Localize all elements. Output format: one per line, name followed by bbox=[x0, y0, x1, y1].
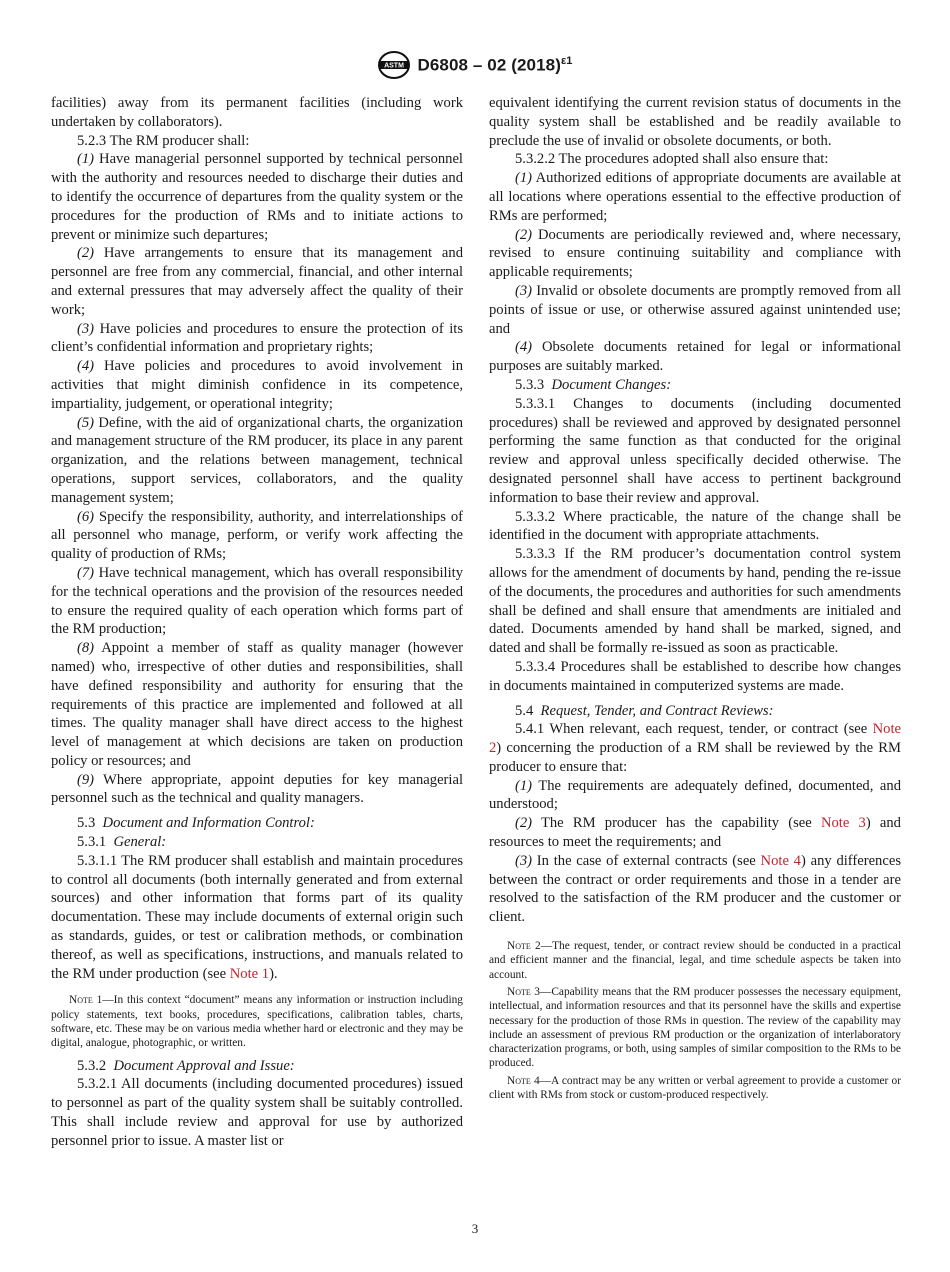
note-label: Note bbox=[69, 994, 93, 1007]
list-item bbox=[51, 150, 463, 244]
item-text: ) and resources to meet the requirements; and bbox=[489, 815, 901, 851]
note-1 bbox=[51, 993, 463, 1050]
item-text: Define, with the aid of organizational charts, the organization and management structure of the RM producer, its place in any parent organization, and the relations between management, technical operations, support services, collaborators, and the quality management system; bbox=[51, 414, 463, 506]
list-item bbox=[51, 508, 463, 564]
item-number: (3) bbox=[515, 282, 533, 299]
item-text: Authorized editions of appropriate documents are available at all locations where operations essential to the effective production of RMs are performed; bbox=[489, 170, 901, 224]
note-label: Note bbox=[507, 985, 531, 998]
list-item bbox=[489, 282, 901, 338]
list-item bbox=[489, 169, 901, 225]
note-2-link[interactable]: Note 2 bbox=[489, 721, 901, 757]
list-item bbox=[489, 852, 901, 927]
section-title: Request, Tender, and Contract Reviews: bbox=[540, 702, 774, 719]
section-number: 5.3.1 bbox=[77, 834, 107, 851]
item-number: (4) bbox=[515, 339, 533, 356]
list-item bbox=[489, 814, 901, 852]
section-title: Document Approval and Issue: bbox=[113, 1057, 295, 1074]
item-number: (2) bbox=[77, 245, 95, 262]
item-text: Appoint a member of staff as quality manager (however named) who, irrespective of other duties and responsibilities, shall have defined responsibility and authority for ensuring that the requirements of this practice are implemented and followed at all times. The quality manager shall have direct access to the highest level of management at which decisions are taken on production policy or resources; and bbox=[51, 640, 463, 769]
item-number: (8) bbox=[77, 640, 95, 657]
item-text: ) any differences between the contract or order requirements and those in a tender are resolved to the satisfaction of the RM producer and the customer or client. bbox=[489, 852, 901, 926]
paragraph-text: ). bbox=[269, 965, 278, 982]
item-number: (4) bbox=[77, 358, 95, 375]
item-text: In the case of external contracts (see bbox=[532, 852, 761, 869]
list-item bbox=[51, 320, 463, 358]
list-item bbox=[51, 414, 463, 508]
item-text: Have policies and procedures to ensure the protection of its client’s confidential information and proprietary rights; bbox=[51, 320, 463, 356]
left-column bbox=[51, 94, 463, 1151]
paragraph-text: 5.4.1 When relevant, each request, tender, or contract (see bbox=[515, 721, 873, 738]
section-heading bbox=[51, 1057, 463, 1076]
section-number: 5.3.3 bbox=[515, 376, 545, 393]
section-title: Document and Information Control: bbox=[102, 815, 315, 832]
section-number: 5.4 bbox=[515, 702, 534, 719]
section-5-3-1-1 bbox=[51, 852, 463, 984]
item-text: Have arrangements to ensure that its management and personnel are free from any commercial, financial, and other internal and external pressures that may adversely affect the quality of their work; bbox=[51, 245, 463, 318]
note-4 bbox=[489, 1074, 901, 1103]
designation-superscript: ε1 bbox=[560, 54, 573, 67]
note-text: 4—A contract may be any written or verbal agreement to provide a customer or client with RMs from stock or custom-produced respectively. bbox=[489, 1074, 901, 1102]
item-text: Where appropriate, appoint deputies for key managerial personnel such as the technical and quality managers. bbox=[51, 771, 463, 807]
item-number: (3) bbox=[77, 320, 95, 337]
note-text: 2—The request, tender, or contract review should be conducted in a practical and efficient manner and the financial, legal, and time schedule aspects be taken into account. bbox=[489, 940, 901, 981]
item-number: (3) bbox=[515, 852, 533, 869]
item-number: (2) bbox=[515, 815, 533, 832]
list-item bbox=[489, 226, 901, 282]
list-item bbox=[51, 244, 463, 319]
section-5-3-3-4: 5.3.3.4 Procedures shall be established to describe how changes in documents maintained in computerized systems are made. bbox=[489, 658, 901, 694]
item-text: The requirements are adequately defined, documented, and understood; bbox=[489, 777, 901, 813]
item-text: Have policies and procedures to avoid involvement in activities that might diminish confidence in its competence, impartiality, judgement, or operational integrity; bbox=[51, 358, 463, 412]
list-item bbox=[51, 357, 463, 413]
section-5-3-3-1: 5.3.3.1 Changes to documents (including documented procedures) shall be reviewed and approved by designated personnel performing the same function as that conducted for the original review and approval unless specifically decided otherwise. The designated personnel shall have access to pertinent background information to base their review and approval. bbox=[489, 395, 901, 506]
note-text: 3—Capability means that the RM producer possesses the necessary equipment, intellectual, and information resources and that its personnel have the skills and expertise necessary for the production of those RMs in question. The review of the capability may include an assessment of previous RM production or the organization of interlaboratory characterization programs, or both, using samples of similar composition to the RMs to be produced. bbox=[489, 985, 901, 1070]
item-number: (1) bbox=[77, 151, 95, 168]
page-header bbox=[0, 50, 950, 80]
page-number: 3 bbox=[471, 1221, 479, 1236]
item-text: Have technical management, which has overall responsibility for the technical operations and the provision of the resources needed to ensure the required quality of each operation which forms part of the RM production; bbox=[51, 564, 463, 638]
section-heading bbox=[51, 833, 463, 852]
section-heading bbox=[489, 376, 901, 395]
list-item bbox=[51, 639, 463, 771]
section-5-2-3: 5.2.3 The RM producer shall: bbox=[77, 132, 250, 149]
item-text: Specify the responsibility, authority, and interrelationships of all personnel who manage, perform, or verify work affecting the quality of production of RMs; bbox=[51, 508, 463, 563]
list-item bbox=[489, 338, 901, 376]
item-text: Obsolete documents retained for legal or informational purposes are suitably marked. bbox=[489, 339, 901, 375]
item-text: Documents are periodically reviewed and, where necessary, revised to ensure continuing suitability and compliance with applicable requirements; bbox=[489, 226, 901, 281]
paragraph: facilities) away from its permanent facilities (including work undertaken by collaborators). bbox=[51, 95, 463, 130]
note-text: 1—In this context “document” means any information or instruction including policy statements, text books, procedures, specifications, calibration tables, charts, software, etc. These may be on various media whether hard or electronic and they may be digital, analogue, photographic, or written. bbox=[51, 994, 463, 1050]
paragraph: equivalent identifying the current revision status of documents in the quality system shall be established and be readily available to preclude the use of invalid or obsolete documents, or both. bbox=[489, 95, 901, 149]
note-3-link[interactable]: Note 3 bbox=[820, 815, 866, 832]
right-column bbox=[489, 94, 901, 1102]
document-designation bbox=[417, 55, 572, 76]
note-3 bbox=[489, 985, 901, 1071]
astm-logo-icon bbox=[377, 50, 411, 80]
item-number: (6) bbox=[77, 508, 95, 525]
item-number: (1) bbox=[515, 777, 533, 794]
section-5-3-2-1: 5.3.2.1 All documents (including documented procedures) issued to personnel as part of the quality system shall be suitably controlled. This shall include review and approval for use by authorized personnel prior to issue. A master list or bbox=[51, 1076, 463, 1149]
item-text: Have managerial personnel supported by technical personnel with the authority and resources needed to discharge their duties and to identify the occurrence of departures from the quality system or the procedures for the production of RMs and to initiate actions to prevent or minimize such departures; bbox=[51, 151, 463, 243]
section-5-3-3-2: 5.3.3.2 Where practicable, the nature of the change shall be identified in the document with appropriate attachments. bbox=[489, 508, 901, 544]
item-number: (5) bbox=[77, 414, 95, 431]
list-item bbox=[51, 564, 463, 639]
section-heading bbox=[489, 702, 901, 721]
note-1-link[interactable]: Note 1 bbox=[229, 965, 270, 982]
list-item bbox=[489, 777, 901, 815]
note-label: Note bbox=[507, 940, 531, 953]
item-text: Invalid or obsolete documents are promptly removed from all points of issue or use, or otherwise assured against unintended use; and bbox=[489, 282, 901, 337]
item-number: (1) bbox=[515, 170, 533, 187]
note-label: Note bbox=[507, 1074, 531, 1087]
section-5-4-1 bbox=[489, 720, 901, 776]
section-number: 5.3 bbox=[77, 815, 96, 832]
item-number: (2) bbox=[515, 226, 533, 243]
section-number: 5.3.2 bbox=[77, 1057, 107, 1074]
astm-logo-letters: ASTM bbox=[384, 62, 405, 70]
section-title: Document Changes: bbox=[551, 376, 672, 393]
item-number: (7) bbox=[77, 564, 95, 581]
note-4-link[interactable]: Note 4 bbox=[760, 852, 801, 869]
note-2 bbox=[489, 939, 901, 982]
paragraph-text: 5.3.1.1 The RM producer shall establish and maintain procedures to control all documents (both internally generated and from external sources) and other information that forms part of its quality documentation. These may include documents of external origin such as standards, guides, or test or calibration methods, or combination thereof, as well as specifications, instructions, and manuals related to the RM under production (see bbox=[51, 852, 463, 982]
item-text: The RM producer has the capability (see bbox=[532, 815, 821, 832]
list-item bbox=[51, 771, 463, 809]
section-title: General: bbox=[113, 834, 167, 851]
paragraph-text: ) concerning the production of a RM shall be reviewed by the RM producer to ensure that: bbox=[489, 740, 901, 775]
section-heading bbox=[51, 814, 463, 833]
item-number: (9) bbox=[77, 771, 95, 788]
designation-text: D6808 – 02 (2018) bbox=[417, 55, 561, 75]
section-5-3-3-3: 5.3.3.3 If the RM producer’s documentation control system allows for the amendment of documents by hand, pending the re-issue of the documents, the procedures and authorities for such amendments shall be defined and shall ensure that amendments are initialed and dated. Documents amended by hand shall be marked, signed, and dated and shall be formally re-issued as soon as practicable. bbox=[489, 546, 901, 657]
section-5-3-2-2: 5.3.2.2 The procedures adopted shall also ensure that: bbox=[515, 151, 829, 168]
